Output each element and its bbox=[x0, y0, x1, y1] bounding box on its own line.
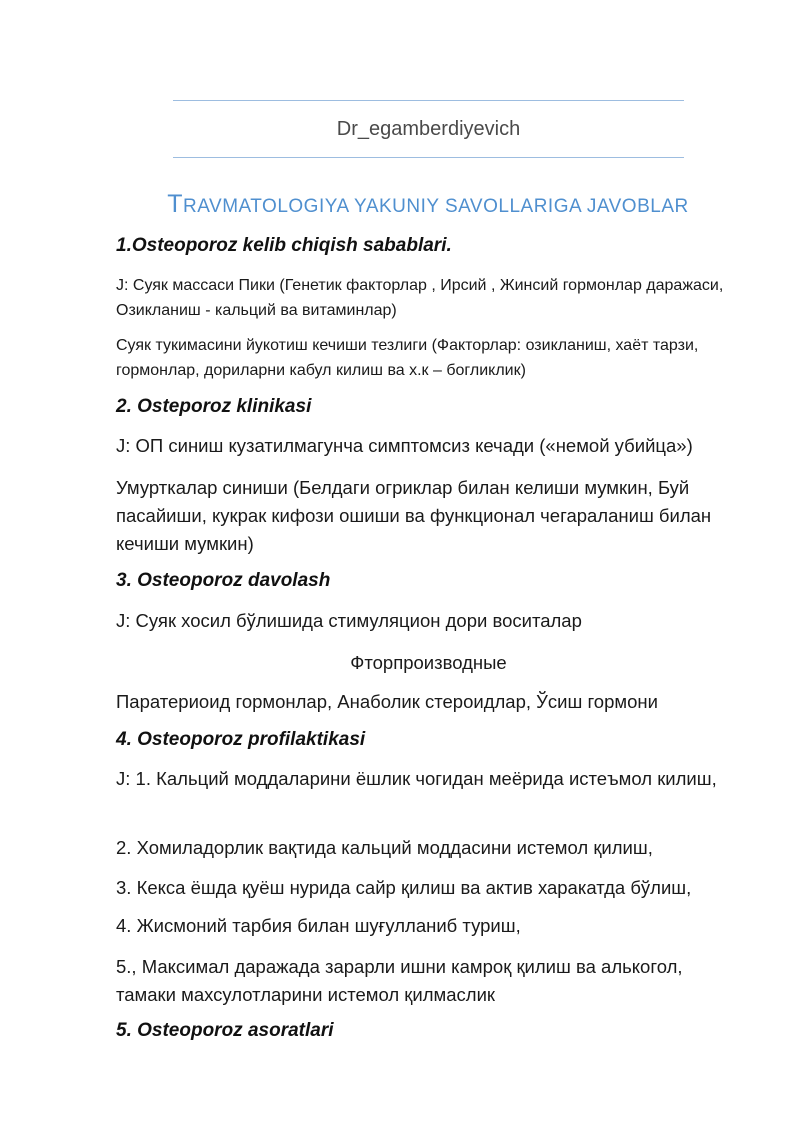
title-first-letter: T bbox=[167, 190, 184, 218]
document-title bbox=[0, 190, 800, 219]
author-name: Dr_egamberdiyevich bbox=[336, 118, 521, 140]
title-rest: RAVMATOLOGIYA YAKUNIY SAVOLLARIGA JAVOBLAR bbox=[183, 196, 689, 217]
question-2-answer-1: J: ОП синиш кузатилмагунча симптомсиз кечади («немой убийца») bbox=[116, 435, 693, 456]
question-4-item-2: 2. Хомиладорлик вақтида кальций моддасини истемол қилиш, bbox=[116, 837, 653, 858]
question-1-answer-1: J: Суяк массаси Пики (Генетик факторлар , Ирсий , Жинсий гормонлар даражаси, Озикланиш - кальций ва витаминлар) bbox=[116, 277, 724, 319]
question-3-heading: 3. Osteoporoz davolash bbox=[116, 570, 331, 591]
question-4-item-3: 3. Кекса ёшда қуёш нурида сайр қилиш ва актив харакатда бўлиш, bbox=[116, 877, 692, 898]
question-4-item-1: J: 1. Кальций моддаларини ёшлик чогидан меёрида истеъмол килиш, bbox=[116, 768, 717, 789]
question-1-answer-2: Суяк тукимасини йукотиш кечиши тезлиги (Факторлар: озикланиш, хаёт тарзи, гормонлар, дориларни кабул килиш ва х.к – богликлик) bbox=[116, 337, 699, 379]
question-4-item-5: 5., Максимал даражада зарарли ишни камроқ қилиш ва алькогол, тамаки махсулотларини истемол қилмаслик bbox=[116, 956, 683, 1005]
question-1-heading: 1.Osteoporoz kelib chiqish sabablari. bbox=[116, 235, 452, 256]
question-2-answer-2: Умурткалар синиши (Белдаги огриклар билан келиши мумкин, Буй пасайиши, кукрак кифози ошиши ва функционал чегараланиш билан кечиши мумкин) bbox=[116, 477, 712, 554]
question-4-item-4: 4. Жисмоний тарбия билан шуғулланиб туриш, bbox=[116, 915, 521, 936]
question-3-answer-2: Фторпроизводные bbox=[350, 652, 507, 673]
header-rule-top bbox=[173, 100, 684, 101]
question-3-answer-3: Паратериоид гормонлар, Анаболик стероидлар, Ўсиш гормони bbox=[116, 691, 658, 712]
header-rule-bottom bbox=[173, 157, 684, 158]
question-5-heading: 5. Osteoporoz asoratlari bbox=[116, 1020, 334, 1041]
question-4-heading: 4. Osteoporoz profilaktikasi bbox=[116, 729, 366, 750]
question-3-answer-1: J: Суяк хосил бўлишида стимуляцион дори воситалар bbox=[116, 610, 582, 631]
question-2-heading: 2. Osteporoz klinikasi bbox=[116, 396, 312, 417]
